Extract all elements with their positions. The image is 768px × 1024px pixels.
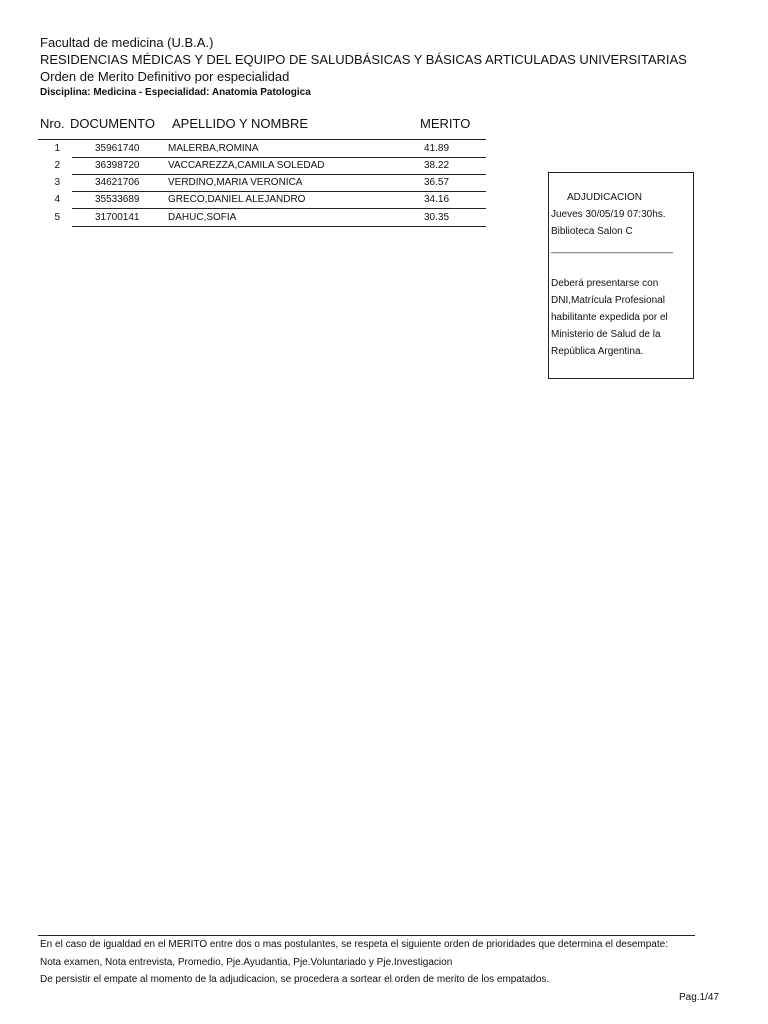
row-merito: 30.35 [424, 212, 450, 223]
row-nombre: MALERBA,ROMINA [168, 143, 259, 154]
row-nro: 3 [54, 177, 60, 188]
adjudicacion-note-line: Deberá presentarse con [551, 278, 659, 289]
discipline-line: Disciplina: Medicina - Especialidad: Anatomia Patologica [40, 87, 311, 98]
institution-name: Facultad de medicina (U.B.A.) [40, 35, 214, 50]
footer-tiebreak-note: En el caso de igualdad en el MERITO entre dos o mas postulantes, se respeta el siguiente orden de prioridades que determina el desempate: [40, 939, 668, 950]
adjudicacion-date: Jueves 30/05/19 07:30hs. [551, 209, 666, 220]
adjudicacion-note-line: República Argentina. [551, 346, 644, 357]
adjudicacion-title: ADJUDICACION [567, 192, 643, 203]
row-documento: 35533689 [95, 194, 140, 205]
adjudicacion-place: Biblioteca Salon C [551, 226, 633, 237]
column-header-nro: Nro. [40, 116, 65, 131]
row-merito: 38.22 [424, 160, 450, 171]
footer-tiebreak-criteria: Nota examen, Nota entrevista, Promedio, Pje.Ayudantia, Pje.Voluntariado y Pje.Investigacion [40, 957, 453, 968]
row-nombre: VERDINO,MARIA VERONICA [168, 177, 303, 188]
row-documento: 36398720 [95, 160, 140, 171]
row-nombre: GRECO,DANIEL ALEJANDRO [168, 194, 306, 205]
column-header-documento: DOCUMENTO [70, 116, 155, 131]
row-merito: 36.57 [424, 177, 450, 188]
row-documento: 31700141 [95, 212, 140, 223]
row-merito: 34.16 [424, 194, 450, 205]
column-header-nombre: APELLIDO Y NOMBRE [172, 116, 309, 131]
page-number: Pag.1/47 [679, 992, 720, 1003]
document-title: RESIDENCIAS MÉDICAS Y DEL EQUIPO DE SALUDBÁSICAS Y BÁSICAS ARTICULADAS UNIVERSITARIAS [40, 52, 687, 67]
adjudicacion-note-line: Ministerio de Salud de la [551, 329, 661, 340]
row-nro: 1 [54, 143, 60, 154]
table-row [0, 157, 500, 174]
row-divider [72, 226, 486, 227]
row-nro: 2 [54, 160, 60, 171]
row-nro: 5 [54, 212, 60, 223]
table-row [0, 140, 500, 157]
adjudicacion-separator: ________________________ [551, 243, 673, 254]
adjudicacion-note-line: habilitante expedida por el [551, 312, 668, 323]
row-nombre: DAHUC,SOFIA [168, 212, 237, 223]
adjudicacion-box [548, 172, 694, 379]
table-row [0, 191, 500, 208]
table-row [0, 209, 500, 226]
footer-draw-note: De persistir el empate al momento de la adjudicacion, se procedera a sortear el orden de merito de los empatados. [40, 974, 550, 985]
adjudicacion-note-line: DNI,Matrícula Profesional [551, 295, 665, 306]
document-subtitle: Orden de Merito Definitivo por especialidad [40, 69, 290, 84]
row-documento: 34621706 [95, 177, 140, 188]
row-nro: 4 [54, 194, 60, 205]
column-header-merito: MERITO [420, 116, 471, 131]
row-nombre: VACCAREZZA,CAMILA SOLEDAD [168, 160, 325, 171]
table-row [0, 174, 500, 191]
row-merito: 41.89 [424, 143, 450, 154]
footer-divider [38, 935, 695, 936]
row-documento: 35961740 [95, 143, 140, 154]
